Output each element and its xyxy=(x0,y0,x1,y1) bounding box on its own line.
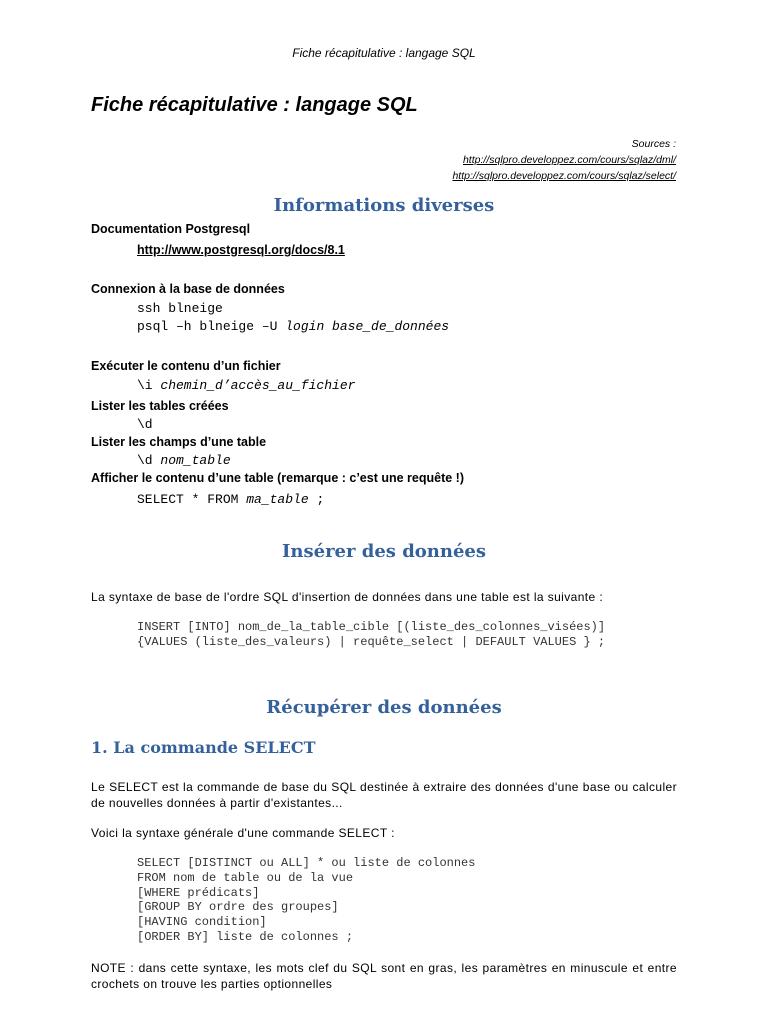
sources-label: Sources : xyxy=(631,138,676,150)
select-code-line-6: [ORDER BY] liste de colonnes ; xyxy=(137,930,354,944)
select-paragraph-2: Voici la syntaxe générale d'une commande SELECT : xyxy=(91,826,395,840)
select-code-line-2: FROM nom de table ou de la vue xyxy=(137,871,354,885)
connect-label: Connexion à la base de données xyxy=(91,282,285,296)
exec-label: Exécuter le contenu d’un fichier xyxy=(91,359,281,373)
source-link-select[interactable]: http://sqlpro.developpez.com/cours/sqlaz/select/ xyxy=(452,170,676,182)
select-code-line-4: [GROUP BY ordre des groupes] xyxy=(137,900,339,914)
insert-code-line-1: INSERT [INTO] nom_de_la_table_cible [(liste_des_colonnes_visées)] xyxy=(137,620,606,634)
show-prefix: SELECT * FROM xyxy=(137,492,247,507)
fields-arg: nom_table xyxy=(160,453,231,468)
insert-code-line-2: {VALUES (liste_des_valeurs) | requête_select | DEFAULT VALUES } ; xyxy=(137,635,606,649)
postgresql-docs-link[interactable]: http://www.postgresql.org/docs/8.1 xyxy=(137,243,345,257)
subheading-select: 1. La commande SELECT xyxy=(91,738,316,757)
document-title: Fiche récapitulative : langage SQL xyxy=(91,94,418,116)
fields-prefix: \d xyxy=(137,453,161,468)
doc-label: Documentation Postgresql xyxy=(91,222,251,236)
select-note: NOTE : dans cette syntaxe, les mots clef du SQL sont en gras, les paramètres en minuscule et entre crochets on trouve les parties optionnelles xyxy=(91,961,677,991)
exec-arg: chemin_d’accès_au_fichier xyxy=(160,378,356,393)
fields-command xyxy=(137,453,231,468)
heading-informations-diverses: Informations diverses xyxy=(273,195,495,216)
tables-command: \d xyxy=(137,417,153,432)
page-header: Fiche récapitulative : langage SQL xyxy=(292,46,476,60)
insert-intro: La syntaxe de base de l'ordre SQL d'insertion de données dans une table est la suivante : xyxy=(91,590,604,604)
fields-label: Lister les champs d’une table xyxy=(91,435,267,449)
heading-inserer-donnees: Insérer des données xyxy=(281,541,487,562)
select-code-line-3: [WHERE prédicats] xyxy=(137,886,260,900)
source-link-dml[interactable]: http://sqlpro.developpez.com/cours/sqlaz/dml/ xyxy=(462,154,676,166)
show-suffix: ; xyxy=(308,492,325,507)
connect-command-psql xyxy=(137,319,449,334)
exec-command xyxy=(137,378,355,393)
tables-label: Lister les tables créées xyxy=(91,399,229,413)
show-arg: ma_table xyxy=(246,492,309,507)
show-command xyxy=(137,492,324,507)
exec-prefix: \i xyxy=(137,378,161,393)
select-code-line-1: SELECT [DISTINCT ou ALL] * ou liste de colonnes xyxy=(137,856,476,870)
select-code-line-5: [HAVING condition] xyxy=(137,915,267,929)
connect-command-ssh: ssh blneige xyxy=(137,301,223,316)
psql-args: login base_de_données xyxy=(285,319,450,334)
heading-recuperer-donnees: Récupérer des données xyxy=(266,697,502,718)
select-paragraph-1: Le SELECT est la commande de base du SQL destinée à extraire des données d'une base ou calculer de nouvelles données à partir d'existantes... xyxy=(91,780,677,810)
show-label: Afficher le contenu d’une table (remarque : c’est une requête !) xyxy=(91,471,464,485)
psql-prefix: psql –h blneige –U xyxy=(137,319,286,334)
